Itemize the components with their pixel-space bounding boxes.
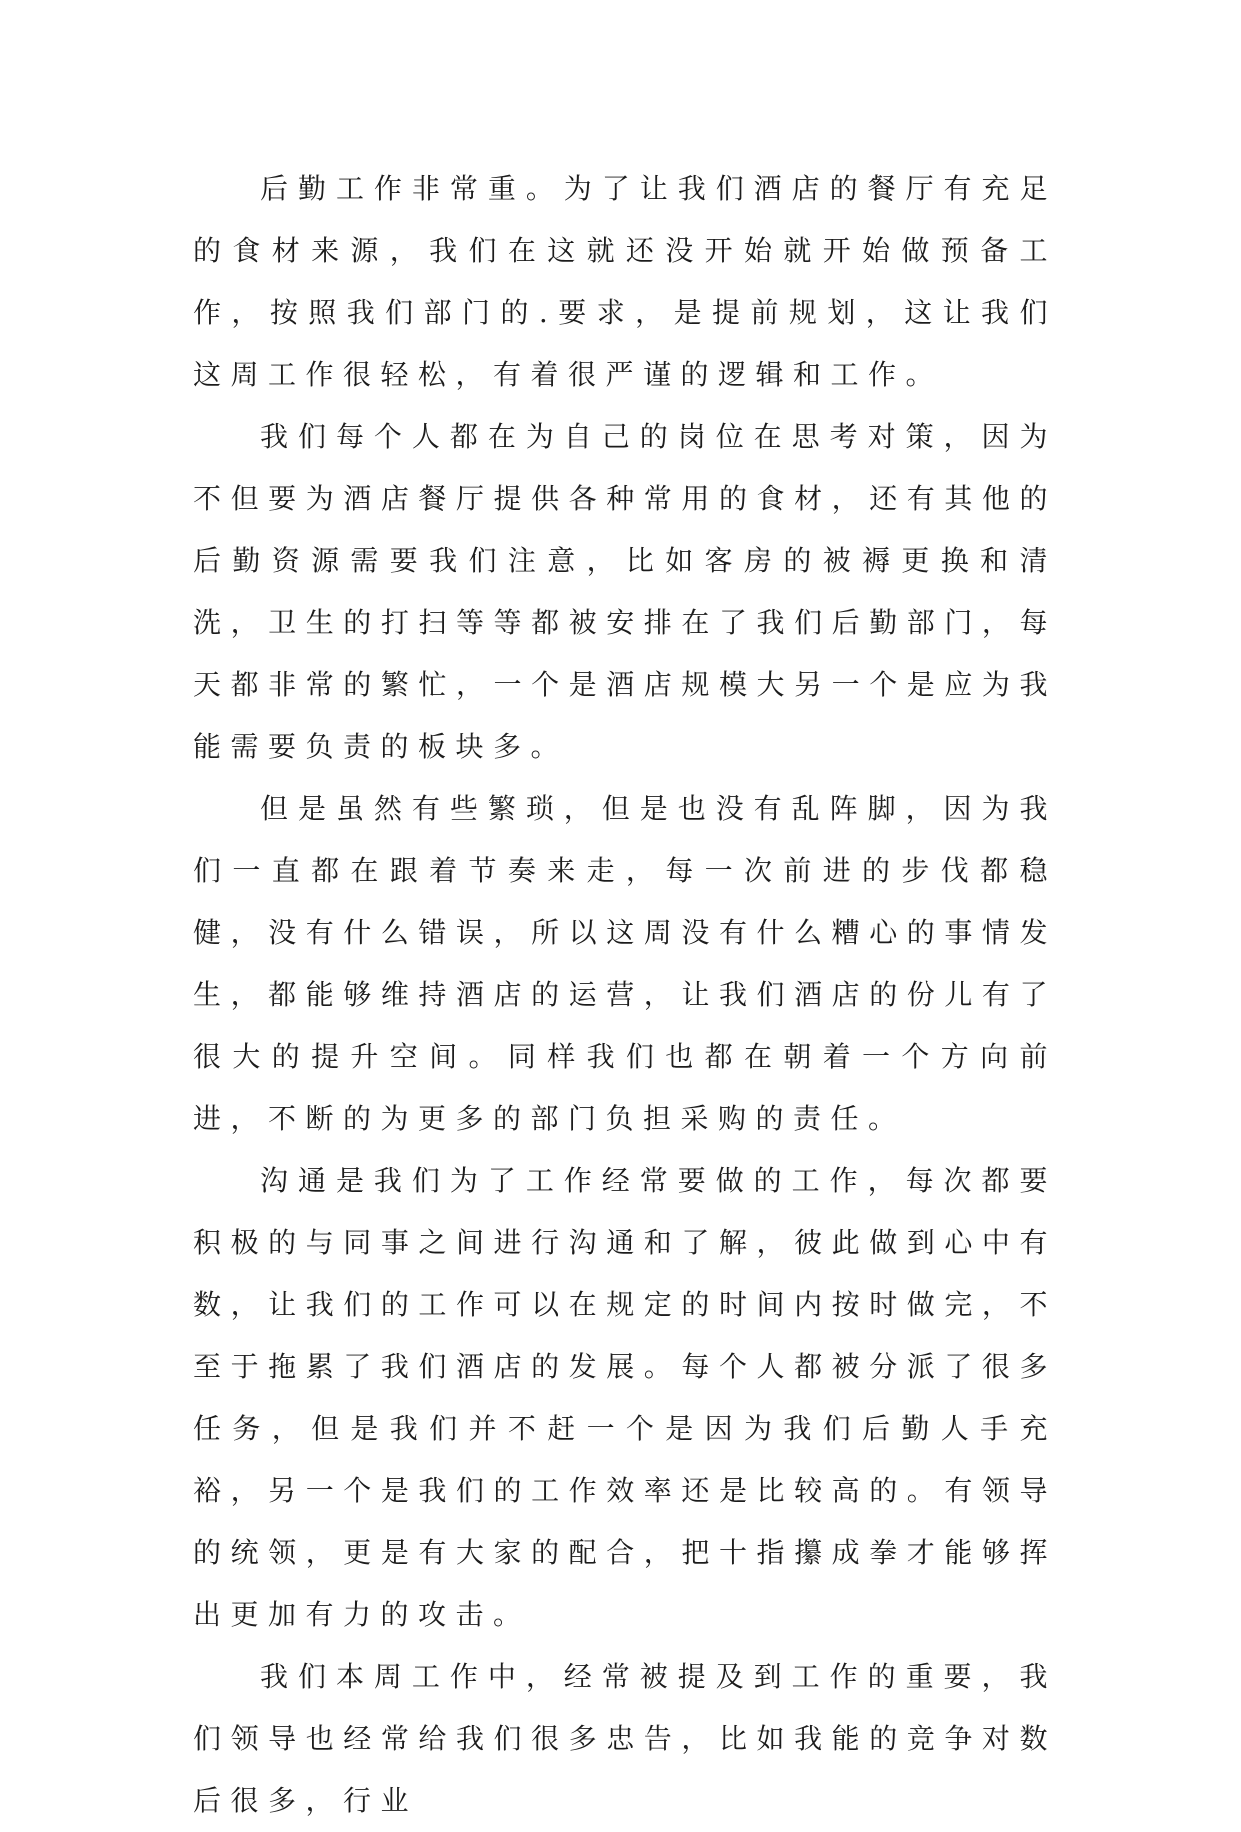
paragraph-4: 沟通是我们为了工作经常要做的工作，每次都要积极的与同事之间进行沟通和了解，彼此做到心中有数，让我们的工作可以在规定的时间内按时做完，不至于拖累了我们酒店的发展。每个人都被分派了很多任务，但是我们并不赶一个是因为我们后勤人手充裕，另一个是我们的工作效率还是比较高的。有领导的统领，更是有大家的配合，把十指攥成拳才能够挥出更加有力的攻击。 (193, 1164, 1057, 1631)
paragraph-1: 后勤工作非常重。为了让我们酒店的餐厅有充足的食材来源，我们在这就还没开始就开始做预备工作，按照我们部门的.要求，是提前规划，这让我们这周工作很轻松，有着很严谨的逻辑和工作。 (193, 172, 1057, 391)
document-body (193, 158, 1057, 1832)
paragraph-3: 但是虽然有些繁琐，但是也没有乱阵脚，因为我们一直都在跟着节奏来走，每一次前进的步伐都稳健，没有什么错误，所以这周没有什么糟心的事情发生，都能够维持酒店的运营，让我们酒店的份儿有了很大的提升空间。同样我们也都在朝着一个方向前进，不断的为更多的部门负担采购的责任。 (193, 792, 1057, 1135)
paragraph-5: 我们本周工作中，经常被提及到工作的重要，我们领导也经常给我们很多忠告，比如我能的竞争对数后很多，行业 (193, 1660, 1057, 1817)
paragraph-2: 我们每个人都在为自己的岗位在思考对策，因为不但要为酒店餐厅提供各种常用的食材，还有其他的后勤资源需要我们注意，比如客房的被褥更换和清洗，卫生的打扫等等都被安排在了我们后勤部门，每天都非常的繁忙，一个是酒店规模大另一个是应为我能需要负责的板块多。 (193, 420, 1057, 763)
